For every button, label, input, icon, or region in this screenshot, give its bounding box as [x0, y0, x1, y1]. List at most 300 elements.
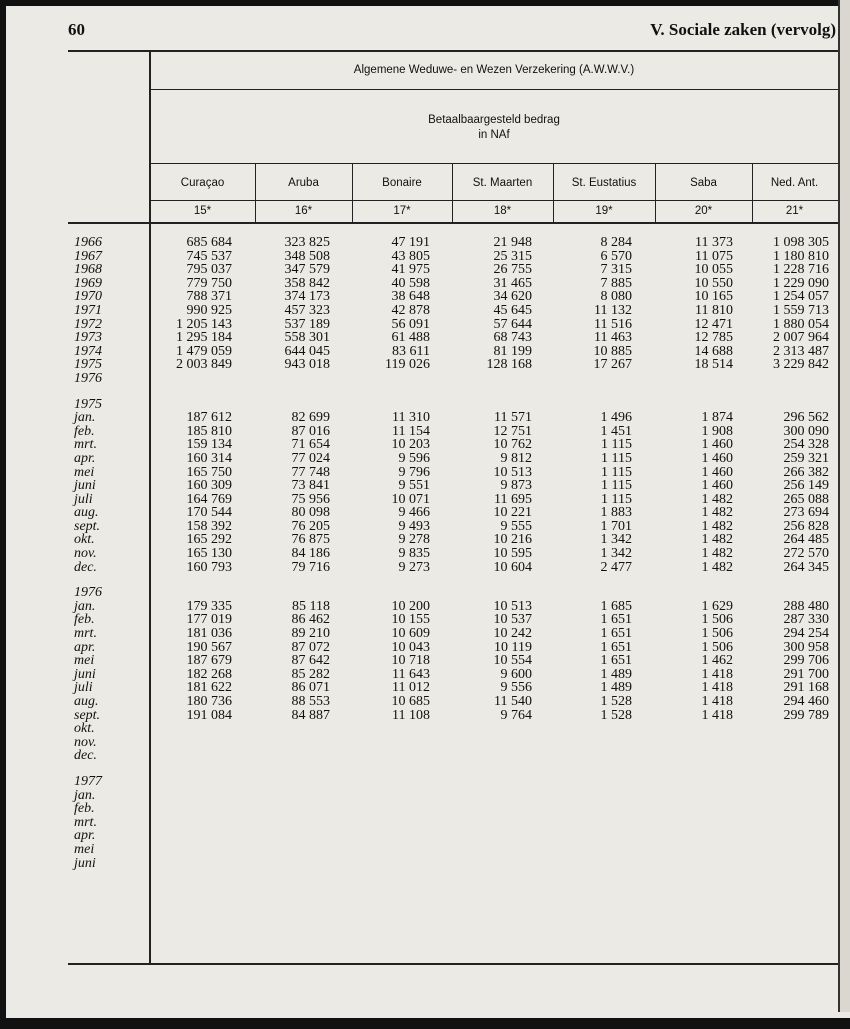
table-cell: 1 883 [600, 505, 632, 521]
table-row [0, 749, 850, 763]
table-cell: 187 612 [186, 410, 232, 426]
column-header: Saba [690, 177, 717, 189]
table-cell: 1 559 713 [773, 302, 829, 318]
table-cell: 1 342 [600, 546, 632, 562]
column-number: 20* [694, 205, 713, 217]
table-row [0, 425, 850, 439]
table-cell: 79 716 [291, 559, 330, 575]
table-cell: 77 748 [291, 464, 330, 480]
table-cell: 1 651 [600, 639, 632, 655]
table-cell: 9 493 [398, 518, 430, 534]
row-label: okt. [74, 721, 95, 737]
table-cell: 57 644 [493, 316, 532, 332]
table-cell: 3 229 842 [773, 357, 829, 373]
table-cell: 296 562 [783, 410, 829, 426]
table-cell: 21 948 [493, 235, 532, 250]
table-cell: 1 254 057 [773, 289, 829, 305]
table-row [0, 600, 850, 614]
table-cell: 2 313 487 [773, 343, 829, 359]
table-cell: 11 516 [594, 316, 632, 332]
table-cell: 45 645 [493, 302, 532, 318]
table-row [0, 304, 850, 318]
table-cell: 374 173 [284, 289, 330, 305]
row-label: sept. [74, 518, 101, 534]
table-cell: 89 210 [291, 626, 330, 642]
table-cell: 10 554 [493, 653, 532, 669]
table-cell: 41 975 [391, 262, 430, 278]
row-label: aug. [74, 694, 99, 709]
table-cell: 182 268 [186, 666, 232, 682]
table-cell: 68 743 [493, 330, 532, 346]
table-cell: 25 315 [493, 248, 532, 264]
table-cell: 170 544 [186, 505, 232, 521]
table-row [0, 613, 850, 627]
block-title-row [0, 586, 850, 600]
spacer [0, 763, 850, 775]
rule [150, 200, 838, 201]
table-row [0, 709, 850, 723]
table-cell: 11 463 [594, 330, 632, 346]
group-header: Algemene Weduwe- en Wezen Verzekering (A.W.W.V.) [353, 64, 635, 76]
table-cell: 294 460 [783, 694, 829, 709]
table-cell: 71 654 [291, 437, 330, 453]
row-label: 1974 [74, 343, 102, 359]
table-cell: 9 556 [500, 680, 532, 696]
table-cell: 10 043 [391, 639, 430, 655]
table-cell: 256 149 [783, 478, 829, 494]
table-cell: 56 091 [391, 316, 430, 332]
block-year-label: 1977 [74, 773, 102, 789]
table-cell: 1 115 [601, 491, 632, 507]
row-label: aug. [74, 505, 99, 521]
table-cell: 80 098 [291, 505, 330, 521]
table-cell: 42 878 [391, 302, 430, 318]
table-cell: 1 629 [701, 598, 733, 614]
table-cell: 291 168 [783, 680, 829, 696]
table-cell: 164 769 [186, 491, 232, 507]
row-label: apr. [74, 828, 96, 844]
table-cell: 265 088 [783, 491, 829, 507]
table-row [0, 452, 850, 466]
row-label: jan. [74, 410, 96, 426]
row-label: mei [74, 464, 95, 480]
table-cell: 34 620 [493, 289, 532, 305]
table-cell: 299 789 [783, 707, 829, 723]
table-cell: 300 958 [783, 639, 829, 655]
table-cell: 259 321 [783, 450, 829, 466]
table-cell: 10 762 [493, 437, 532, 453]
row-label: 1966 [74, 235, 102, 250]
table-cell: 288 480 [783, 598, 829, 614]
table-row [0, 561, 850, 575]
table-cell: 685 684 [186, 235, 232, 250]
table-cell: 1 506 [701, 612, 733, 628]
table-row [0, 857, 850, 871]
table-cell: 2 477 [600, 559, 632, 575]
table-cell: 347 579 [284, 262, 330, 278]
table-cell: 43 805 [391, 248, 430, 264]
row-label: juni [74, 666, 96, 682]
table-cell: 1 460 [701, 437, 733, 453]
table-cell: 81 199 [493, 343, 532, 359]
table-cell: 266 382 [783, 464, 829, 480]
row-label: nov. [74, 734, 97, 750]
table-cell: 779 750 [186, 275, 232, 291]
table-cell: 1 685 [600, 598, 632, 614]
table-cell: 1 482 [701, 505, 733, 521]
row-label: feb. [74, 801, 95, 817]
table-cell: 358 842 [284, 275, 330, 291]
row-label: juli [74, 680, 93, 696]
row-label: 1973 [74, 330, 102, 346]
table-row [0, 736, 850, 750]
table-cell: 11 012 [392, 680, 430, 696]
table-cell: 273 694 [783, 505, 829, 521]
table-cell: 1 506 [701, 626, 733, 642]
table-cell: 10 537 [493, 612, 532, 628]
table-cell: 795 037 [186, 262, 232, 278]
row-label: 1968 [74, 262, 102, 278]
row-label: jan. [74, 598, 96, 614]
table-cell: 1 098 305 [773, 235, 829, 250]
row-label: dec. [74, 748, 97, 764]
row-label: mrt. [74, 626, 97, 642]
table-cell: 1 205 143 [176, 316, 232, 332]
row-label: 1976 [74, 370, 102, 386]
subheader-line1: Betaalbaargesteld bedrag [428, 114, 560, 126]
table-body [0, 236, 850, 870]
table-cell: 457 323 [284, 302, 330, 318]
table-cell: 119 026 [385, 357, 430, 373]
table-cell: 10 055 [694, 262, 733, 278]
row-label: dec. [74, 559, 97, 575]
table-row [0, 641, 850, 655]
table-cell: 11 373 [695, 235, 733, 250]
table-cell: 256 828 [783, 518, 829, 534]
table-cell: 11 643 [392, 666, 430, 682]
block-year-label: 1975 [74, 396, 102, 412]
table-cell: 1 479 059 [176, 343, 232, 359]
table-cell: 26 755 [493, 262, 532, 278]
table-cell: 31 465 [493, 275, 532, 291]
table-cell: 1 528 [600, 707, 632, 723]
table-cell: 10 513 [493, 598, 532, 614]
top-rule [68, 50, 838, 52]
table-row [0, 843, 850, 857]
table-cell: 160 309 [186, 478, 232, 494]
table-cell: 82 699 [291, 410, 330, 426]
row-label: jan. [74, 787, 96, 803]
row-label: okt. [74, 532, 95, 548]
table-row [0, 318, 850, 332]
table-row [0, 277, 850, 291]
table-cell: 1 482 [701, 546, 733, 562]
table-cell: 17 267 [593, 357, 632, 373]
table-cell: 1 460 [701, 464, 733, 480]
block-title-row [0, 398, 850, 412]
table-cell: 1 489 [600, 680, 632, 696]
table-cell: 40 598 [391, 275, 430, 291]
table-row [0, 263, 850, 277]
table-cell: 179 335 [186, 598, 232, 614]
table-row [0, 654, 850, 668]
row-label: apr. [74, 639, 96, 655]
table-row [0, 250, 850, 264]
table-cell: 1 701 [600, 518, 632, 534]
table-cell: 1 418 [701, 694, 733, 709]
table-cell: 1 418 [701, 666, 733, 682]
table-cell: 11 310 [392, 410, 430, 426]
column-header: Bonaire [382, 177, 422, 189]
page-number: 60 [68, 20, 85, 39]
table-cell: 943 018 [284, 357, 330, 373]
row-label: mrt. [74, 437, 97, 453]
column-number: 18* [493, 205, 512, 217]
table-cell: 12 471 [694, 316, 733, 332]
row-label: feb. [74, 612, 95, 628]
table-cell: 85 282 [291, 666, 330, 682]
table-row [0, 627, 850, 641]
row-label: 1970 [74, 289, 102, 305]
table-cell: 73 841 [291, 478, 330, 494]
table-row [0, 290, 850, 304]
rule [150, 89, 838, 90]
table-row [0, 722, 850, 736]
table-cell: 1 651 [600, 626, 632, 642]
table-cell: 1 496 [600, 410, 632, 426]
table-cell: 38 648 [391, 289, 430, 305]
row-label: juli [74, 491, 93, 507]
table-cell: 10 155 [391, 612, 430, 628]
table-cell: 159 134 [186, 437, 232, 453]
table-cell: 254 328 [783, 437, 829, 453]
table-cell: 9 796 [398, 464, 430, 480]
header-bottom-rule [68, 222, 838, 224]
table-cell: 86 071 [291, 680, 330, 696]
row-label: feb. [74, 423, 95, 439]
table-cell: 9 873 [500, 478, 532, 494]
table-cell: 1 462 [701, 653, 733, 669]
table-cell: 1 460 [701, 478, 733, 494]
table-cell: 10 685 [391, 694, 430, 709]
table-cell: 1 451 [600, 423, 632, 439]
table-cell: 10 071 [391, 491, 430, 507]
column-header: Ned. Ant. [770, 177, 819, 189]
table-cell: 558 301 [284, 330, 330, 346]
spacer [0, 386, 850, 398]
table-row [0, 479, 850, 493]
row-label: 1969 [74, 275, 102, 291]
table-cell: 1 482 [701, 532, 733, 548]
table-row [0, 816, 850, 830]
table-cell: 1 418 [701, 707, 733, 723]
table-row [0, 466, 850, 480]
table-cell: 294 254 [783, 626, 829, 642]
table-row [0, 438, 850, 452]
table-cell: 272 570 [783, 546, 829, 562]
table-cell: 160 793 [186, 559, 232, 575]
table-cell: 1 506 [701, 639, 733, 655]
table-cell: 11 132 [594, 302, 632, 318]
table-cell: 7 885 [600, 275, 632, 291]
table-cell: 11 154 [392, 423, 430, 439]
table-cell: 11 695 [494, 491, 532, 507]
row-label: nov. [74, 546, 97, 562]
table-cell: 12 751 [493, 423, 532, 439]
table-row [0, 345, 850, 359]
table-cell: 165 130 [186, 546, 232, 562]
table-cell: 1 115 [601, 464, 632, 480]
table-cell: 788 371 [186, 289, 232, 305]
column-header: St. Eustatius [571, 177, 637, 189]
table-cell: 187 679 [186, 653, 232, 669]
table-cell: 9 835 [398, 546, 430, 562]
table-row [0, 411, 850, 425]
section-title: V. Sociale zaken (vervolg) [650, 20, 836, 39]
column-number: 21* [785, 205, 804, 217]
table-row [0, 236, 850, 250]
table-cell: 11 075 [695, 248, 733, 264]
table-cell: 1 482 [701, 559, 733, 575]
table-cell: 177 019 [186, 612, 232, 628]
table-cell: 1 115 [601, 478, 632, 494]
table-cell: 1 228 716 [773, 262, 829, 278]
table-row [0, 695, 850, 709]
row-label: mei [74, 653, 95, 669]
table-cell: 76 205 [291, 518, 330, 534]
spacer [0, 574, 850, 586]
column-header: Curaçao [180, 177, 225, 189]
table-cell: 1 180 810 [773, 248, 829, 264]
table-cell: 1 528 [600, 694, 632, 709]
column-number: 17* [393, 205, 411, 217]
table-cell: 323 825 [284, 235, 330, 250]
table-cell: 181 622 [186, 680, 232, 696]
table-cell: 1 482 [701, 491, 733, 507]
table-cell: 9 596 [398, 450, 430, 466]
table-cell: 1 880 054 [773, 316, 829, 332]
table-cell: 128 168 [486, 357, 532, 373]
table-cell: 165 292 [186, 532, 232, 548]
block-title-row [0, 775, 850, 789]
table-cell: 1 418 [701, 680, 733, 696]
table-cell: 180 736 [186, 694, 232, 709]
table-cell: 11 108 [392, 707, 430, 723]
table-cell: 10 885 [593, 343, 632, 359]
table-cell: 287 330 [783, 612, 829, 628]
table-cell: 10 595 [493, 546, 532, 562]
table-cell: 11 571 [494, 410, 532, 426]
table-cell: 745 537 [186, 248, 232, 264]
column-number: 15* [193, 205, 212, 217]
table-cell: 87 072 [291, 639, 330, 655]
table-cell: 47 191 [391, 235, 430, 250]
table-row [0, 789, 850, 803]
table-cell: 264 485 [783, 532, 829, 548]
table-cell: 160 314 [186, 450, 232, 466]
table-cell: 1 460 [701, 450, 733, 466]
table-row [0, 668, 850, 682]
table-cell: 10 221 [493, 505, 532, 521]
table-cell: 1 482 [701, 518, 733, 534]
table-cell: 75 956 [291, 491, 330, 507]
table-cell: 9 273 [398, 559, 430, 575]
row-label: mei [74, 841, 95, 857]
table-cell: 165 750 [186, 464, 232, 480]
table-cell: 85 118 [292, 598, 330, 614]
column-header: St. Maarten [472, 177, 533, 189]
table-cell: 77 024 [291, 450, 330, 466]
table-cell: 1 229 090 [773, 275, 829, 291]
table-cell: 61 488 [391, 330, 430, 346]
table-cell: 11 810 [695, 302, 733, 318]
row-label: 1972 [74, 316, 102, 332]
table-cell: 1 908 [701, 423, 733, 439]
rule [150, 163, 838, 164]
table-cell: 191 084 [186, 707, 232, 723]
bottom-rule [68, 963, 838, 965]
table-cell: 1 295 184 [176, 330, 232, 346]
table-cell: 299 706 [783, 653, 829, 669]
table-cell: 9 764 [500, 707, 532, 723]
table-cell: 10 203 [391, 437, 430, 453]
table-row [0, 520, 850, 534]
table-cell: 10 165 [694, 289, 733, 305]
table-cell: 9 551 [398, 478, 430, 494]
table-cell: 11 540 [494, 694, 532, 709]
table-cell: 1 115 [601, 437, 632, 453]
table-cell: 9 555 [500, 518, 532, 534]
block-year-label: 1976 [74, 585, 102, 601]
subheader-line2: in NAf [478, 129, 510, 141]
table-cell: 84 186 [291, 546, 330, 562]
table-cell: 181 036 [186, 626, 232, 642]
table-cell: 644 045 [284, 343, 330, 359]
table-row [0, 493, 850, 507]
column-number: 19* [595, 205, 613, 217]
table-cell: 9 600 [500, 666, 532, 682]
table-cell: 1 489 [600, 666, 632, 682]
table-cell: 1 874 [701, 410, 733, 426]
row-label: sept. [74, 707, 101, 723]
table-cell: 7 315 [600, 262, 632, 278]
table-cell: 83 611 [392, 343, 430, 359]
row-label: 1975 [74, 357, 102, 373]
row-label: juni [74, 478, 96, 494]
table-cell: 6 570 [600, 248, 632, 264]
table-cell: 86 462 [291, 612, 330, 628]
column-number: 16* [294, 205, 313, 217]
table-cell: 9 812 [500, 450, 532, 466]
table-row [0, 547, 850, 561]
table-cell: 190 567 [186, 639, 232, 655]
table-cell: 8 080 [600, 289, 632, 305]
table-cell: 264 345 [783, 559, 829, 575]
table-cell: 9 278 [398, 532, 430, 548]
table-row [0, 372, 850, 386]
table-row [0, 681, 850, 695]
table-cell: 10 513 [493, 464, 532, 480]
table-cell: 1 342 [600, 532, 632, 548]
table-row [0, 802, 850, 816]
row-label: 1971 [74, 302, 102, 318]
table-cell: 10 200 [391, 598, 430, 614]
table-cell: 1 651 [600, 653, 632, 669]
table-cell: 10 119 [494, 639, 532, 655]
table-cell: 990 925 [186, 302, 232, 318]
row-label: juni [74, 855, 96, 871]
table-cell: 158 392 [186, 518, 232, 534]
